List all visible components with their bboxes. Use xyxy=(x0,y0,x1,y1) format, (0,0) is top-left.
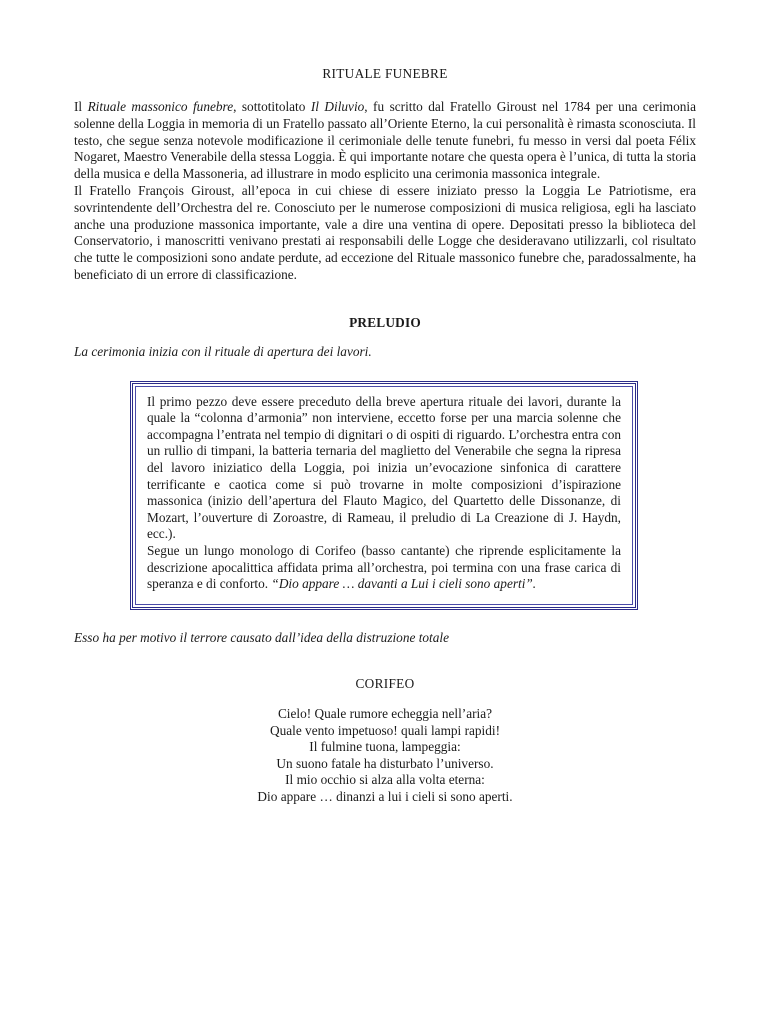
verse-line: Dio appare … dinanzi a lui i cieli si sono aperti. xyxy=(257,788,513,804)
diluvio-title-italic: Il Diluvio xyxy=(310,99,365,114)
rituale-title-italic: Rituale massonico funebre xyxy=(87,99,234,114)
document-title: RITUALE FUNEBRE xyxy=(322,66,448,81)
verse-line: Il mio occhio si alza alla volta eterna: xyxy=(285,772,485,788)
box-quote: “Dio appare … davanti a Lui i cieli sono aperti”. xyxy=(271,576,537,592)
verse-line: Cielo! Quale rumore echeggia nell’aria? xyxy=(277,706,493,722)
intro-text-c: , sottotitolato xyxy=(233,99,311,114)
intro-paragraph-2: Il Fratello François Giroust, all’epoca in cui chiese di essere iniziato presso la Loggia Le Patriotisme, era sovrintendente dell’Orchestra del re. Conosciuto per le numerose composizioni di musica religiosa, egli ha lasciato anche una produzione massonica importante, vale a dire una ventina di opere. Depositati presso la biblioteca del Conservatorio, i manoscritti venivano prestati ai responsabili delle Logge che desideravano utilizzarli, col risultato che tutte le composizioni sono andate perdute, ad eccezione del Rituale massonico funebre che, paradossalmente, ha beneficiato di un errore di classificazione. xyxy=(74,182,696,282)
preludio-lead: La cerimonia inizia con il rituale di apertura dei lavori. xyxy=(74,343,372,359)
document-page xyxy=(74,66,696,805)
verse-line: Quale vento impetuoso! quali lampi rapidi! xyxy=(269,722,501,738)
preludio-heading: PRELUDIO xyxy=(349,314,421,330)
intro-paragraph-1 xyxy=(74,99,696,183)
box-paragraph-2 xyxy=(147,543,621,593)
verse-line: Il fulmine tuona, lampeggia: xyxy=(309,739,461,755)
preludio-note-box xyxy=(130,381,638,610)
corifeo-heading: CORIFEO xyxy=(355,676,415,692)
box-paragraph-1: Il primo pezzo deve essere preceduto della breve apertura rituale dei lavori, durante la quale la “colonna d’armonia” non interviene, eccetto forse per una marcia solenne che accompagna l’entrata nel tempio di dignitari o di ospiti di riguardo. L’orchestra entra con un rullio di timpani, la batteria ternaria del maglietto del Venerabile che segna la ripresa del lavoro iniziatico della Loggia, poi inizia un’evocazione sinfonica di carattere terrificante e caotica come si può trovarne in molte composizioni d’ispirazione massonica (inizio dell’apertura del Flauto Magico, del Quartetto delle Dissonanze, di Mozart, l’ouverture di Zoroastre, di Rameau, il preludio di La Creazione di J. Haydn, ecc.). xyxy=(147,393,621,542)
intro-text-a: Il xyxy=(74,99,88,114)
verse-line: Un suono fatale ha disturbato l’universo. xyxy=(276,755,494,771)
preludio-after-note: Esso ha per motivo il terrore causato dall’idea della distruzione totale xyxy=(74,629,449,645)
intro-text-e: , fu scritto dal Fratello Giroust nel 1784 per una cerimonia solenne della Loggia in memoria di un Fratello passato all’Oriente Eterno, la cui personalità è rimasta sconosciuta. Il testo, che segue senza notevole modificazione il cerimoniale delle tenute funebri, fu messo in versi dal poeta Félix Nogaret, Maestro Venerabile della stessa Loggia. È qui importante notare che questa opera è l’unica, di tutta la storia della musica e della Massoneria, ad illustrare in modo esplicito una cerimonia massonica integrale. xyxy=(74,99,696,182)
box-paragraph-2-text: Segue un lungo monologo di Corifeo (basso cantante) che riprende esplicitamente la descrizione apocalittica affidata prima all’orchestra, poi termina con una frase carica di speranza e di conforto. xyxy=(147,542,621,592)
corifeo-verses xyxy=(74,706,696,804)
